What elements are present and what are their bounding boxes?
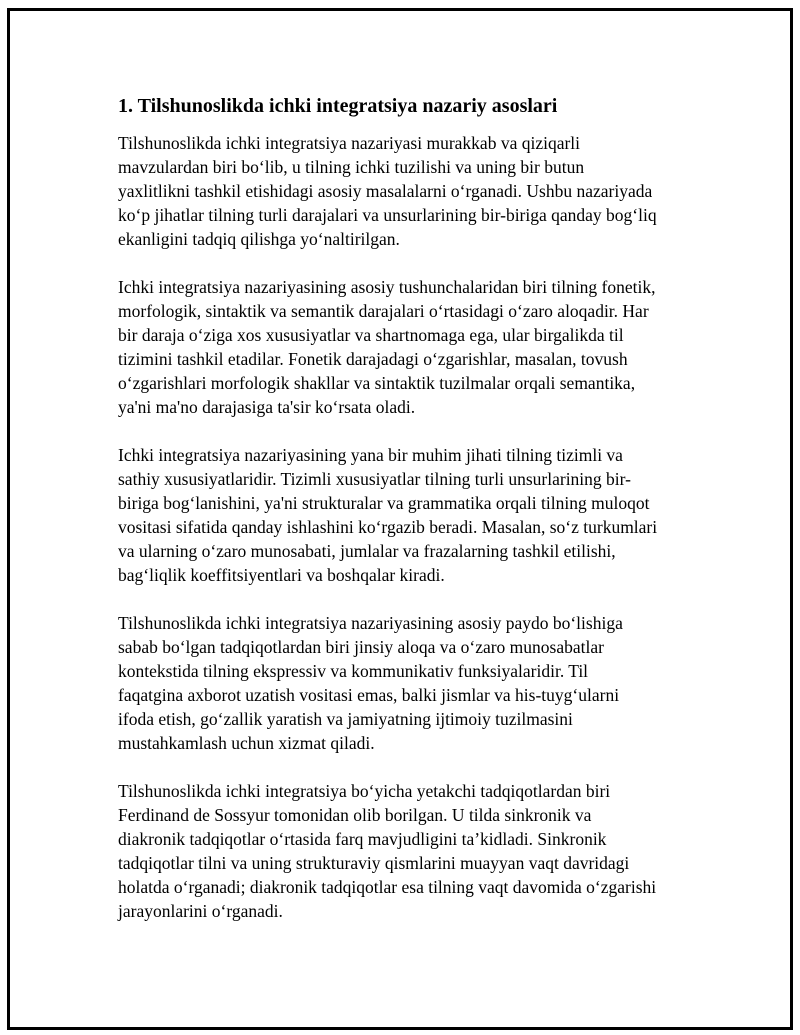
paragraph-4: Tilshunoslikda ichki integratsiya nazariyasining asosiy paydo bo‘lishiga sabab bo‘lgan tadqiqotlardan biri jinsiy aloqa va o‘zaro munosabatlar kontekstida tilning ekspressiv va kommunikativ funksiyalaridir. Til faqatgina axborot uzatish vositasi emas, balki jismlar va his-tuyg‘ularni ifoda etish, go‘zallik yaratish va jamiyatning ijtimoiy tuzilmasini mustahkamlash uchun xizmat qiladi. xyxy=(118,613,623,753)
paragraph-3: Ichki integratsiya nazariyasining yana bir muhim jihati tilning tizimli va sathiy xususiyatlaridir. Tizimli xususiyatlar tilning turli unsurlarining bir- biriga bog‘lanishini, ya'ni strukturalar va grammatika orqali tilning muloqot vositasi sifatida qanday ishlashini ko‘rgazib beradi. Masalan, so‘z turkumlari va ularning o‘zaro munosabati, jumlalar va frazalarning tashkil etilishi, bag‘liqlik koeffitsiyentlari va boshqalar kiradi. xyxy=(118,445,658,585)
document-body xyxy=(118,93,698,947)
section-heading: 1. Tilshunoslikda ichki integratsiya nazariy asoslari xyxy=(118,95,558,117)
paragraph-2: Ichki integratsiya nazariyasining asosiy tushunchalaridan biri tilning fonetik, morfologik, sintaktik va semantik darajalari o‘rtasidagi o‘zaro aloqadir. Har bir daraja o‘ziga xos xususiyatlar va shartnomaga ega, ular birgalikda til tizimini tashkil etadilar. Fonetik darajadagi o‘zgarishlar, masalan, tovush o‘zgarishlari morfologik shakllar va sintaktik tuzilmalar orqali semantika, ya'ni ma'no darajasiga ta'sir ko‘rsata oladi. xyxy=(118,277,656,417)
paragraph-5: Tilshunoslikda ichki integratsiya bo‘yicha yetakchi tadqiqotlardan biri Ferdinand de Sossyur tomonidan olib borilgan. U tilda sinkronik va diakronik tadqiqotlar o‘rtasida farq mavjudligini ta’kidladi. Sinkronik tadqiqotlar tilni va uning strukturaviy qismlarini muayyan vaqt davridagi holatda o‘rganadi; diakronik tadqiqotlar esa tilning vaqt davomida o‘zgarishi jarayonlarini o‘rganadi. xyxy=(118,781,657,921)
paragraph-1: Tilshunoslikda ichki integratsiya nazariyasi murakkab va qiziqarli mavzulardan biri bo‘lib, u tilning ichki tuzilishi va uning bir butun yaxlitlikni tashkil etishidagi asosiy masalalarni o‘rganadi. Ushbu nazariyada ko‘p jihatlar tilning turli darajalari va unsurlarining bir-biriga qanday bog‘liq ekanligini tadqiq qilishga yo‘naltirilgan. xyxy=(118,133,657,249)
